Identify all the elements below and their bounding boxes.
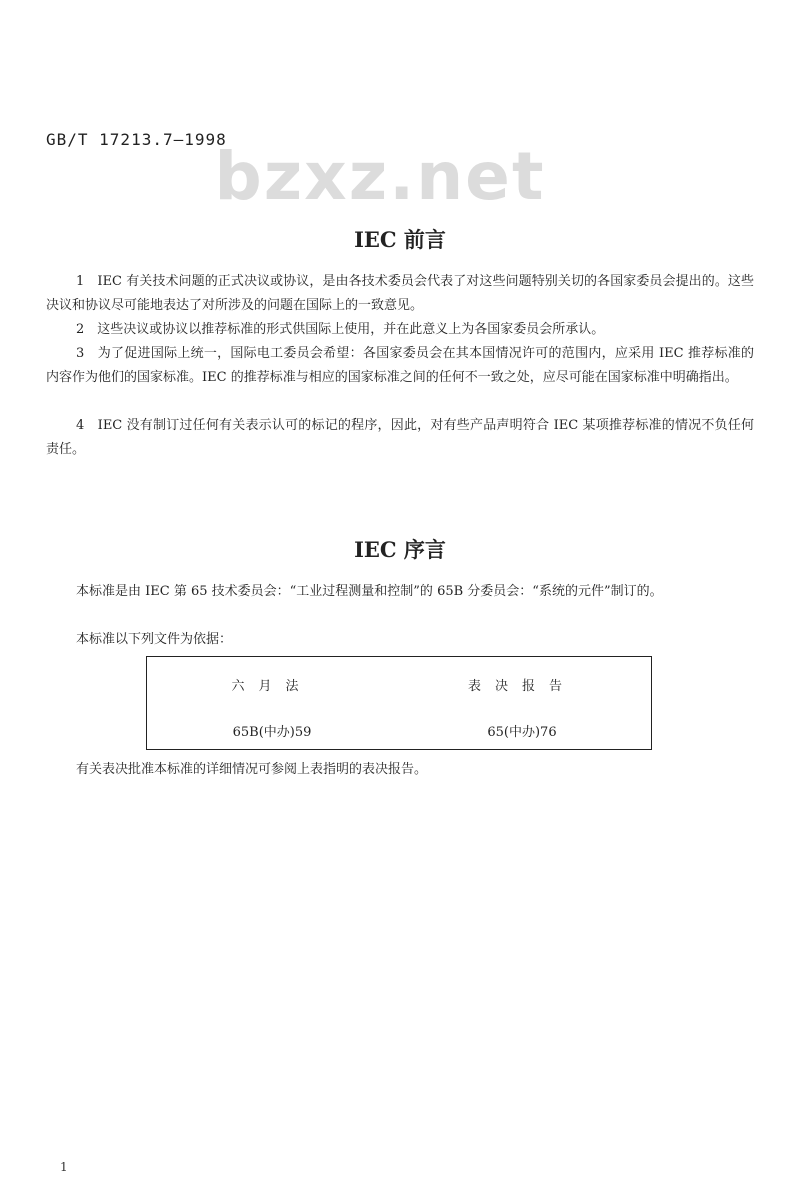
basis-document-table [146,656,652,750]
preface-title: IEC 序言 [354,537,446,562]
foreword-item-3: 3 为了促进国际上统一，国际电工委员会希望：各国家委员会在其本国情况许可的范围内，应采用 IEC 推荐标准的内容作为他们的国家标准。IEC 的推荐标准与相应的国家标准之间的任何不一致之处，应尽可能在国家标准中明确指出。 [46,346,754,385]
preface-intro: 本标准是由 IEC 第 65 技术委员会：“工业过程测量和控制”的 65B 分委员会：“系统的元件”制订的。 [76,584,663,599]
foreword-item-1: 1 IEC 有关技术问题的正式决议或协议，是由各技术委员会代表了对这些问题特别关切的各国家委员会提出的。这些决议和协议尽可能地表达了对所涉及的问题在国际上的一致意见。 [46,274,754,313]
standard-code: GB/T 17213.7—1998 [46,130,227,149]
table-header-draft: 六月法 [231,679,313,694]
watermark-text: bzxz.net [214,138,546,215]
table-cell-vote-report: 65(中办)76 [487,725,557,740]
page-number: 1 [60,1160,68,1174]
table-header-vote-report: 表决报告 [467,679,576,694]
foreword-title: IEC 前言 [354,227,446,252]
table-cell-draft: 65B(中办)59 [232,725,312,740]
foreword-item-4: 4 IEC 没有制订过任何有关表示认可的标记的程序，因此，对有些产品声明符合 IEC 某项推荐标准的情况不负任何责任。 [46,418,754,457]
foreword-item-2: 2 这些决议或协议以推荐标准的形式供国际上使用，并在此意义上为各国家委员会所承认。 [76,322,605,337]
preface-note: 有关表决批准本标准的详细情况可参阅上表指明的表决报告。 [76,762,428,777]
preface-basis-line: 本标准以下列文件为依据： [76,632,233,647]
